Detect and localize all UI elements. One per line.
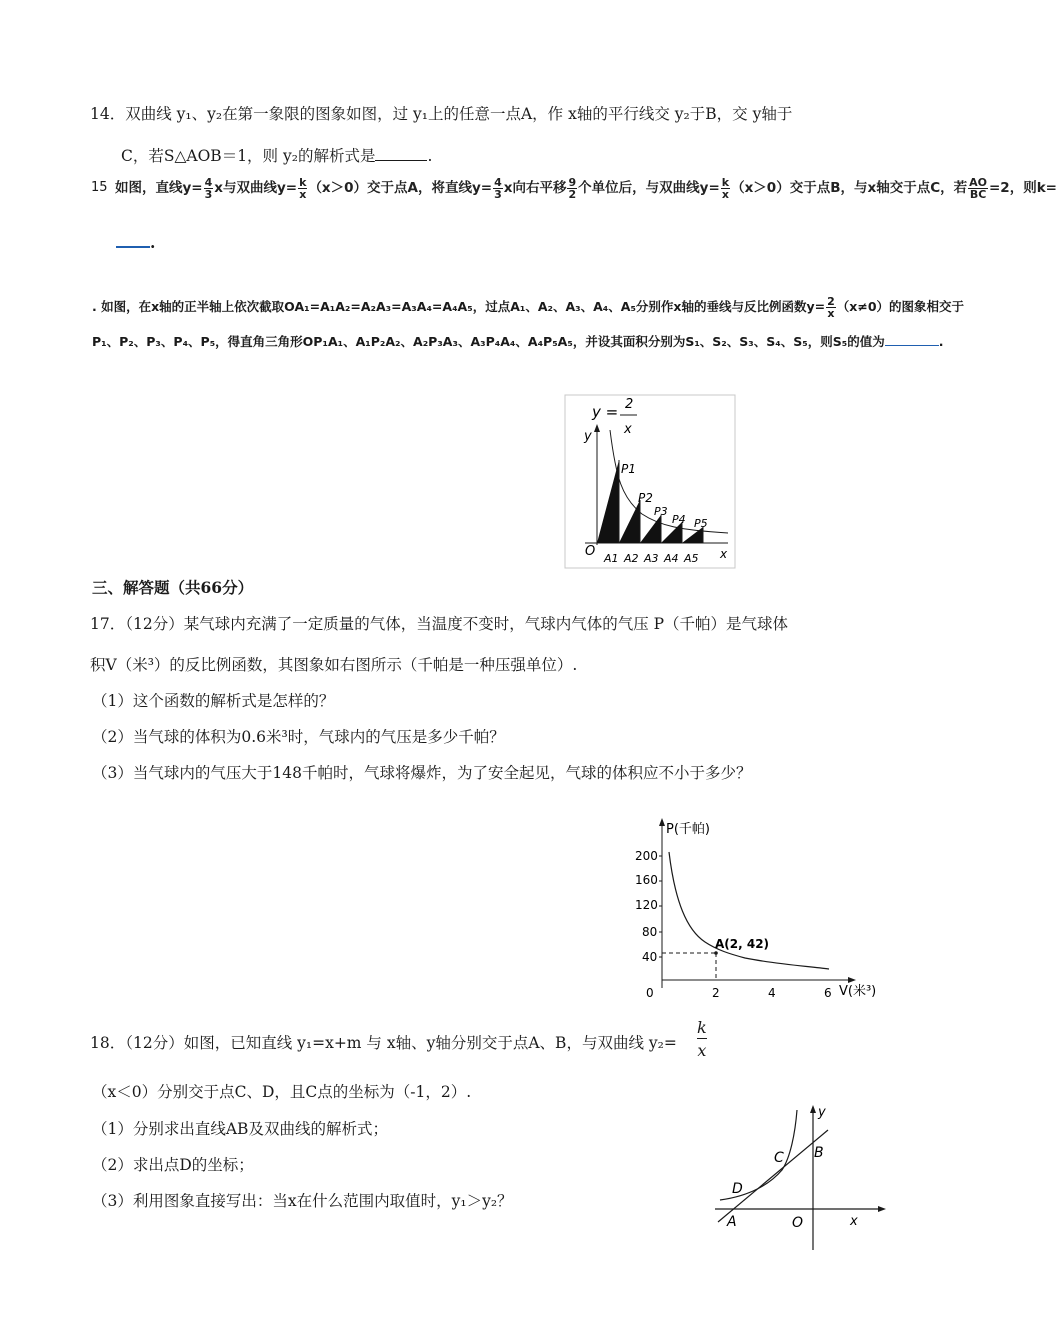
- q15-frac3-den: 3: [494, 187, 502, 201]
- fig16-label-p5: P5: [694, 517, 708, 530]
- fig16-label-p1: P1: [621, 462, 636, 476]
- q15-frac5: [721, 177, 730, 200]
- q15-t1: 如图，直线y=: [115, 180, 203, 196]
- q16-line1: [92, 296, 964, 319]
- fig18-line-ab: [718, 1130, 828, 1222]
- q18-sub1: （1）分别求出直线AB及双曲线的解析式；: [92, 1120, 388, 1138]
- q15-t5: 个单位后，与双曲线y=: [578, 180, 720, 196]
- q15-answer-blank: [116, 232, 150, 248]
- q15-frac1-num: 4: [204, 175, 213, 189]
- fig16-y-axis-label: y: [584, 429, 592, 444]
- fig17-xtick-4: 4: [768, 986, 776, 1000]
- q16-l2end: .: [938, 334, 944, 349]
- q15-t4: x向右平移: [503, 180, 567, 196]
- q15-frac6: [968, 177, 988, 200]
- section3-title: 三、解答题（共66分）: [92, 578, 254, 597]
- q17-line2: 积V（米³）的反比例函数，其图象如右图所示（千帕是一种压强单位）.: [90, 656, 578, 674]
- q16-l1b: （x≠0）的图象相交于: [836, 299, 965, 314]
- fig17-y-arrow: [659, 818, 665, 826]
- q16-l1a: . 如图，在x轴的正半轴上依次截取OA₁=A₁A₂=A₂A₃=A₃A₄=A₄A₅，过点A₁、A₂、A₃、A₄、A₅分别作x轴的垂线与反比例函数y=: [92, 299, 826, 314]
- fig18-label-c: C: [774, 1150, 784, 1166]
- q18-frac: [697, 1018, 707, 1061]
- q15-end: .: [150, 233, 156, 252]
- fig16-label-p2: P2: [638, 491, 653, 505]
- q14-line2-end: .: [427, 147, 433, 165]
- fig17-curve: [669, 852, 829, 969]
- fig18-y-axis-label: y: [818, 1105, 826, 1120]
- q18-sub3: （3）利用图象直接写出：当x在什么范围内取值时，y₁＞y₂？: [92, 1192, 513, 1210]
- fig16-curve: [610, 430, 728, 533]
- fig17-ytick-40: 40: [642, 950, 658, 964]
- q15-frac2-num: k: [299, 175, 307, 189]
- q15-frac2: [298, 177, 307, 200]
- fig16-triangle-2: [619, 500, 640, 543]
- q15-frac5-den: x: [721, 187, 729, 201]
- q14-line2-text: C，若S△AOB＝1，则 y₂的解析式是: [121, 147, 376, 165]
- q16-figure: [560, 390, 740, 572]
- q15-frac3-num: 4: [494, 175, 502, 189]
- q16-frac: [826, 296, 836, 319]
- fig17-point-a: [714, 951, 718, 955]
- fig16-label-a2: A2: [624, 552, 639, 565]
- fig18-label-b: B: [814, 1145, 824, 1161]
- q15-frac6-den: BC: [969, 187, 987, 201]
- fig16-origin: O: [585, 544, 596, 559]
- fig18-y-arrow: [810, 1105, 816, 1113]
- q16-frac-den: x: [827, 307, 835, 320]
- q18-line2: （x＜0）分别交于点C、D，且C点的坐标为（-1，2）.: [92, 1083, 472, 1101]
- q17-line1: 17．（12分）某气球内充满了一定质量的气体，当温度不变时，气球内气体的气压 P（千帕）是气球体: [90, 615, 789, 633]
- fig17-point-label: A(2, 42): [715, 937, 770, 951]
- fig18-origin: O: [792, 1215, 804, 1231]
- q15-number: 15: [91, 180, 108, 195]
- fig17-x-label: V(米³): [839, 984, 877, 999]
- fig16-triangle-1: [597, 460, 619, 543]
- q18-line1: [90, 1031, 677, 1053]
- q18-frac-num: k: [697, 1018, 707, 1037]
- fig18-label-a: A: [727, 1214, 737, 1230]
- fig16-label-a5: A5: [684, 552, 699, 565]
- q15-t3: （x＞0）交于点A，将直线y=: [308, 180, 493, 196]
- fig16-eq-y: y =: [592, 403, 619, 421]
- q16-l2: P₁、P₂、P₃、P₄、P₅，得直角三角形OP₁A₁、A₁P₂A₂、A₂P₃A₃、A₃P₄A₄、A₄P₅A₅，并设其面积分别为S₁、S₂、S₃、S₄、S₅，则S₅的值为: [92, 334, 885, 349]
- q15-line2: [116, 232, 155, 252]
- fig17-ytick-200: 200: [635, 849, 658, 863]
- q16-answer-blank: [885, 331, 939, 346]
- q18-l1a: 18．（12分）如图，已知直线 y₁=x+m 与 x轴、y轴分别交于点A、B，与双曲线 y₂=: [90, 1034, 677, 1052]
- fig17-xtick-6: 6: [824, 986, 832, 1000]
- q15-line1: [115, 176, 1057, 200]
- q15-frac4-den: 2: [568, 187, 577, 201]
- q15-t7: =2，则k=: [988, 180, 1057, 196]
- fig18-x-axis-label: x: [850, 1214, 858, 1229]
- fig16-label-p4: P4: [672, 513, 686, 526]
- q15-frac4-num: 9: [568, 175, 577, 189]
- q15-frac6-num: AO: [969, 175, 987, 189]
- q15-frac1: [204, 177, 214, 200]
- q16-frac-num: 2: [827, 295, 835, 308]
- fig17-y-label: P(千帕): [666, 822, 710, 837]
- q15-t6: （x＞0）交于点B，与x轴交于点C，若: [731, 180, 968, 196]
- fig18-label-d: D: [732, 1181, 743, 1197]
- q17-sub1: （1）这个函数的解析式是怎样的？: [92, 692, 335, 710]
- fig16-x-axis-label: x: [720, 547, 728, 561]
- q15-frac5-num: k: [721, 175, 730, 189]
- fig17-ytick-80: 80: [642, 925, 658, 939]
- fig16-y-arrow: [594, 424, 600, 432]
- fig16-label-a4: A4: [664, 552, 679, 565]
- fig16-eq-num: 2: [625, 397, 634, 412]
- fig16-label-a1: A1: [604, 552, 619, 565]
- q14-answer-blank: [375, 146, 427, 161]
- q18-sub2: （2）求出点D的坐标；: [92, 1156, 254, 1174]
- q15-t2: x与双曲线y=: [214, 180, 298, 196]
- q17-figure: [625, 812, 887, 1006]
- q18-frac-den: x: [697, 1038, 707, 1061]
- q15-frac3: [493, 177, 503, 200]
- fig18-x-arrow: [878, 1206, 886, 1212]
- q14-line2: [121, 144, 432, 166]
- q15-frac4: [567, 177, 577, 200]
- fig16-eq-den: x: [624, 422, 632, 437]
- q17-sub2: （2）当气球的体积为0.6米³时，气球内的气压是多少千帕？: [92, 728, 505, 746]
- fig16-label-p3: P3: [654, 505, 668, 518]
- q14-line1: 14．双曲线 y₁、y₂在第一象限的图象如图，过 y₁上的任意一点A，作 x轴的平行线交 y₂于B，交 y轴于: [90, 105, 793, 123]
- fig17-ytick-160: 160: [635, 873, 658, 887]
- q16-line2: [92, 331, 943, 350]
- fig17-ytick-120: 120: [635, 898, 658, 912]
- fig17-xtick-2: 2: [712, 986, 720, 1000]
- fig17-x-arrow: [848, 977, 856, 983]
- q15-frac1-den: 3: [204, 187, 213, 201]
- fig16-label-a3: A3: [644, 552, 659, 565]
- q17-sub3: （3）当气球内的气压大于148千帕时，气球将爆炸，为了安全起见，气球的体积应不小于多少？: [92, 764, 752, 782]
- q15-frac2-den: x: [299, 187, 307, 201]
- fig17-xtick-0: 0: [646, 986, 654, 1000]
- q18-figure: [700, 1100, 890, 1255]
